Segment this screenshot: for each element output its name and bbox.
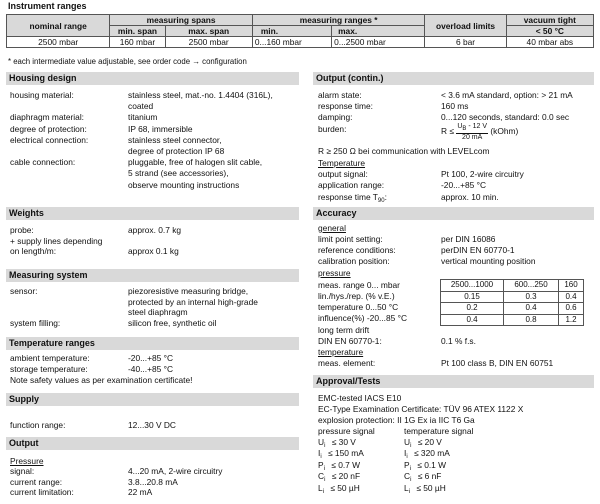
meas-element-label: meas. element:: [318, 358, 376, 368]
spec-label: storage temperature:: [10, 363, 88, 374]
spec-label: burden:: [318, 123, 347, 134]
meas-element-value: Pt 100 class B, DIN EN 60751: [441, 358, 554, 368]
instrument-ranges-table: [6, 14, 594, 48]
spec-value: 4...20 mA, 2-wire circuitry: [128, 466, 223, 476]
spec-label: application range:: [318, 180, 385, 191]
accuracy-header: Accuracy: [313, 207, 594, 220]
spec-value: pluggable, free of halogen slit cable,: [128, 157, 263, 168]
value-min: 0...160 mbar: [252, 37, 331, 48]
value-overload: 6 bar: [425, 37, 506, 48]
accuracy-col-header: 600...250: [504, 280, 559, 292]
spec-value: 0...120 seconds, standard: 0.0 sec: [441, 112, 570, 123]
response-time-t90-value: approx. 10 min.: [441, 192, 499, 202]
value-max-span: 2500 mbar: [165, 37, 252, 48]
spec-label: electrical connection:: [10, 134, 89, 145]
header-overload-limits: overload limits: [425, 15, 506, 37]
spec-label: response time:: [318, 101, 373, 112]
spec-value: vertical mounting position: [441, 256, 536, 266]
accuracy-row-label: influence(%) -20...85 °C: [318, 313, 408, 323]
spec-label: current range:: [10, 476, 63, 487]
spec-value: -20...+85 °C: [128, 353, 174, 363]
accuracy-cell: 0.4: [441, 314, 504, 326]
temperature-note: Note safety values as per examination certificate!: [10, 375, 193, 385]
spec-value: perDIN EN 60770-1: [441, 245, 515, 255]
header-vacuum-tight: vacuum tight: [506, 15, 593, 26]
spec-label: degree of protection:: [10, 123, 87, 134]
accuracy-pressure-subheading: pressure: [318, 268, 351, 278]
spec-value: 5 strand (see accessories),: [128, 168, 229, 179]
hart-note: R ≥ 250 Ω bei communication with LEVELcom: [318, 146, 490, 156]
accuracy-cell: 0.4: [504, 303, 559, 315]
spec-label: ambient temperature:: [10, 353, 90, 363]
instrument-ranges-title: Instrument ranges: [8, 1, 87, 11]
weights-header: Weights: [6, 207, 299, 220]
supply-header: Supply: [6, 393, 299, 406]
din-label: DIN EN 60770-1:: [318, 336, 382, 346]
spec-label: cable connection:: [10, 157, 76, 168]
header-measuring-ranges: measuring ranges *: [252, 15, 425, 26]
spec-value: approx. 0.7 kg: [128, 225, 182, 235]
header-max-span: max. span: [165, 26, 252, 37]
accuracy-cell: 0.8: [504, 314, 559, 326]
spec-value: stainless steel connector,: [128, 134, 222, 145]
pressure-rating: $P_i \le 0.7$ W: [318, 459, 361, 472]
spec-value: per DIN 16086: [441, 234, 496, 244]
value-vacuum: 40 mbar abs: [506, 37, 593, 48]
accuracy-row-label: meas. range 0... mbar: [318, 280, 400, 290]
header-min: min.: [252, 26, 331, 37]
accuracy-row-label: temperature 0...50 °C: [318, 302, 399, 312]
accuracy-cell: 0.6: [559, 303, 584, 315]
spec-label: probe:: [10, 225, 34, 235]
spec-label: + supply lines depending: [10, 235, 103, 246]
spec-value: protected by an internal high-grade: [128, 296, 258, 307]
output-header: Output: [6, 437, 299, 450]
temperature-rating: $P_i \le 0.1$ W: [404, 459, 447, 472]
spec-label: function range:: [10, 420, 66, 430]
value-min-span: 160 mbar: [110, 37, 165, 48]
spec-value: piezoresistive measuring bridge,: [128, 286, 249, 296]
spec-label: reference conditions:: [318, 245, 396, 255]
header-measuring-spans: measuring spans: [110, 15, 252, 26]
pressure-rating: $C_i \le 20$ nF: [318, 471, 361, 484]
burden-formula: R ≤ $\frac{UB - 12 V}{20 mA}$ (kOhm): [441, 123, 519, 141]
instrument-ranges-footnote: * each intermediate value adjustable, see order code → configuration: [8, 57, 247, 66]
accuracy-cell: 0.3: [504, 291, 559, 303]
temperature-rating: $I_i \le 320$ mA: [404, 448, 450, 461]
spec-label: damping:: [318, 112, 353, 123]
spec-value: steel diaphragm: [128, 307, 188, 318]
spec-value: silicon free, synthetic oil: [128, 317, 217, 328]
pressure-rating: $U_i \le 30$ V: [318, 437, 356, 449]
approval-line: EMC-tested IACS E10: [318, 393, 402, 403]
pressure-rating: $I_i \le 150$ mA: [318, 448, 364, 461]
spec-value: stainless steel, mat.-no. 1.4404 (316L),: [128, 90, 273, 100]
spec-label: sensor:: [10, 286, 38, 296]
accuracy-col-header: 2500...1000: [441, 280, 504, 292]
temperature-rating: $U_i \le 20$ V: [404, 437, 442, 449]
housing-design-header: Housing design: [6, 72, 299, 85]
header-nominal-range: nominal range: [7, 15, 110, 37]
spec-value: 160 ms: [441, 101, 469, 112]
output-pressure-subheading: Pressure: [10, 456, 44, 466]
spec-value: degree of protection IP 68: [128, 146, 225, 156]
spec-label: system filling:: [10, 317, 61, 328]
spec-value: -40...+85 °C: [128, 363, 174, 374]
temperature-rating: $C_i \le 6$ nF: [404, 471, 442, 484]
approval-line: explosion protection: II 1G Ex ia IIC T6 Ga: [318, 415, 475, 425]
accuracy-col-header: 160: [559, 280, 584, 292]
spec-value: coated: [128, 101, 154, 112]
header-max: max.: [332, 26, 425, 37]
spec-value: < 3.6 mA standard, option: > 21 mA: [441, 90, 573, 100]
temperature-rating: $L_i \le 50$ µH: [404, 482, 446, 495]
accuracy-table: [440, 279, 584, 326]
accuracy-row-label: lin./hys./rep. (% v.E.): [318, 291, 395, 301]
spec-value: 12...30 V DC: [128, 420, 176, 430]
accuracy-cell: 0.15: [441, 291, 504, 303]
pressure-rating: $L_i \le 50$ µH: [318, 482, 360, 495]
spec-label: calibration position:: [318, 256, 390, 266]
value-max: 0...2500 mbar: [332, 37, 425, 48]
accuracy-temperature-subheading: temperature: [318, 347, 364, 357]
measuring-system-header: Measuring system: [6, 269, 299, 282]
accuracy-general-subheading: general: [318, 223, 346, 233]
response-time-t90-label: response time $T_{90}$:: [318, 192, 387, 204]
spec-value: -20...+85 °C: [441, 180, 487, 191]
spec-value: approx 0.1 kg: [128, 246, 179, 257]
spec-label: alarm state:: [318, 90, 362, 100]
din-value: 0.1 % f.s.: [441, 336, 476, 346]
header-vacuum-temp: < 50 °C: [506, 26, 593, 37]
temperature-ranges-header: Temperature ranges: [6, 337, 299, 350]
spec-value: 22 mA: [128, 487, 153, 498]
header-min-span: min. span: [110, 26, 165, 37]
output-contin-header: Output (contin.): [313, 72, 594, 85]
spec-label: current limitation:: [10, 487, 74, 498]
spec-value: Pt 100, 2-wire circuitry: [441, 169, 524, 179]
value-nominal: 2500 mbar: [7, 37, 110, 48]
accuracy-cell: 1.2: [559, 314, 584, 326]
pressure-signal-label: pressure signal: [318, 426, 375, 436]
spec-label: output signal:: [318, 169, 368, 179]
spec-label: housing material:: [10, 90, 74, 100]
accuracy-cell: 0.2: [441, 303, 504, 315]
spec-label: on length/m:: [10, 246, 57, 257]
spec-label: limit point setting:: [318, 234, 383, 244]
approval-tests-header: Approval/Tests: [313, 375, 594, 388]
accuracy-cell: 0.4: [559, 291, 584, 303]
temperature-signal-label: temperature signal: [404, 426, 474, 436]
spec-value: IP 68, immersible: [128, 123, 193, 134]
temperature-subheading: Temperature: [318, 158, 366, 168]
spec-value: 3.8...20.8 mA: [128, 476, 178, 487]
long-term-drift-label: long term drift: [318, 325, 370, 335]
burden-fraction: $\frac{UB - 12 V}{20 mA}$: [457, 123, 488, 141]
approval-line: EC-Type Examination Certificate: TÜV 96 ATEX 1122 X: [318, 404, 524, 414]
spec-label: diaphragm material:: [10, 112, 85, 123]
spec-value: observe mounting instructions: [128, 179, 240, 190]
spec-value: titanium: [128, 112, 158, 123]
spec-label: signal:: [10, 466, 35, 476]
